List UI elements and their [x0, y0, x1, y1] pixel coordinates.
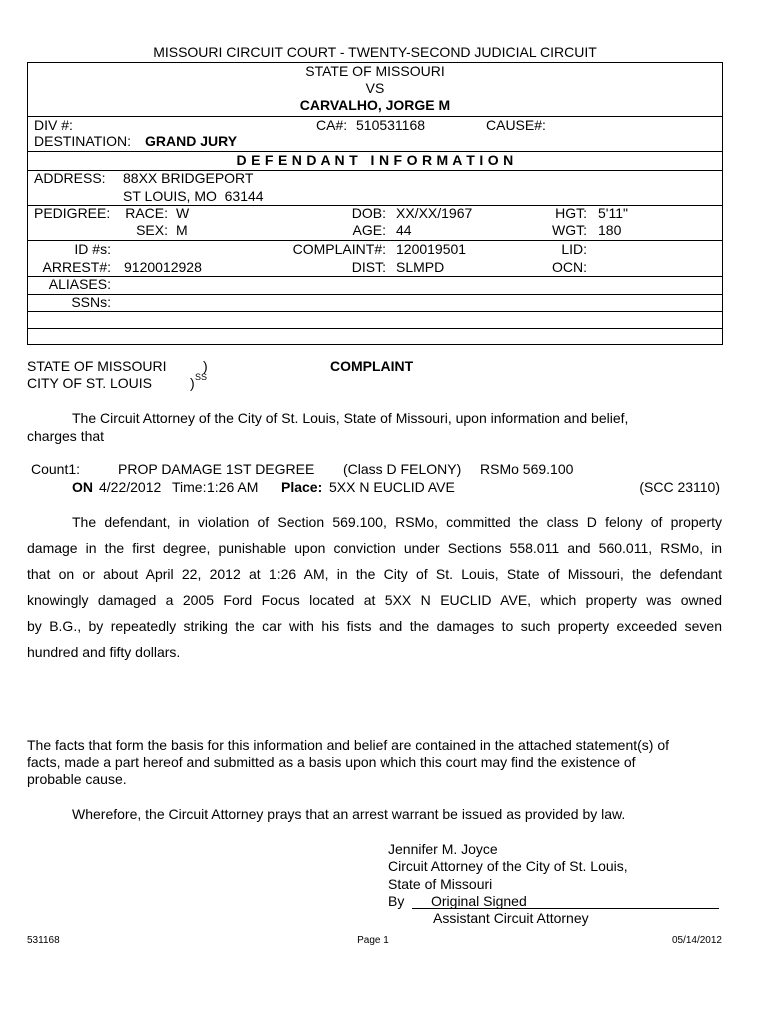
prayer-text: Wherefore, the Circuit Attorney prays that an arrest warrant be issued as provided by law.	[72, 806, 626, 822]
footer-page: Page 1	[357, 935, 389, 946]
wgt-value: 180	[598, 222, 622, 238]
dob-value: XX/XX/1967	[396, 205, 473, 221]
caption-vs: VS	[365, 80, 385, 96]
divider	[27, 294, 723, 295]
footer-doc-id: 531168	[27, 935, 60, 946]
caption-defendant: CARVALHO, JORGE M	[299, 97, 451, 113]
venue-ss: SS	[195, 372, 208, 382]
narrative-line: damage in the first degree, punishable upon conviction under Sections 558.011 and 560.011, RSMo, in	[27, 540, 722, 556]
age-value: 44	[396, 222, 412, 238]
dob-label: DOB:	[351, 205, 386, 221]
time-label: Time:	[172, 479, 207, 495]
signature-line	[412, 908, 719, 909]
by-label: By	[388, 893, 405, 909]
signature-text: Original Signed	[431, 893, 527, 909]
offense-date: 4/22/2012	[99, 479, 162, 495]
age-label: AGE:	[352, 222, 386, 238]
destination-label: DESTINATION:	[34, 133, 131, 149]
offense-place: 5XX N EUCLID AVE	[329, 479, 455, 495]
dist-value: SLMPD	[396, 259, 445, 275]
complaint-title: COMPLAINT	[330, 358, 414, 374]
count-statute: RSMo 569.100	[480, 461, 574, 477]
signer-title: Assistant Circuit Attorney	[433, 910, 589, 926]
place-label: Place:	[281, 479, 323, 495]
race-label: RACE:	[125, 205, 168, 221]
wgt-label: WGT:	[552, 222, 587, 238]
pedigree-label: PEDIGREE:	[34, 205, 111, 221]
complaint-number-label: COMPLAINT#:	[292, 241, 386, 257]
address-line1: 88XX BRIDGEPORT	[123, 170, 254, 186]
address-line2: ST LOUIS, MO 63144	[123, 188, 264, 204]
scc-code: (SCC 23110)	[639, 479, 720, 495]
arrest-value: 9120012928	[124, 259, 202, 275]
venue-state-paren: )	[203, 358, 208, 374]
address-label: ADDRESS:	[34, 170, 106, 186]
narrative-line: that on or about April 22, 2012 at 1:26 AM, in the City of St. Louis, State of Missouri, the defendant	[27, 566, 722, 582]
race-value: W	[176, 205, 190, 221]
cause-label: CAUSE#:	[486, 117, 546, 133]
destination-value: GRAND JURY	[145, 133, 238, 149]
offense-time: 1:26 AM	[207, 479, 259, 495]
hgt-label: HGT:	[555, 205, 587, 221]
signer-name: Jennifer M. Joyce	[388, 841, 498, 857]
lid-label: LID:	[561, 241, 587, 257]
arrest-label: ARREST#:	[42, 259, 111, 275]
narrative-line: knowingly damaged a 2005 Ford Focus located at 5XX N EUCLID AVE, which property was owned	[27, 592, 722, 608]
count-label: Count1:	[31, 461, 81, 477]
div-label: DIV #:	[34, 117, 73, 133]
sex-label: SEX:	[136, 222, 168, 238]
sex-value: M	[176, 222, 188, 238]
ocn-label: OCN:	[552, 259, 587, 275]
count-class: (Class D FELONY)	[343, 461, 462, 477]
divider	[27, 328, 723, 329]
narrative-line: by B.G., by repeatedly striking the car with his fists and the damages to such property exceeded seven	[27, 618, 722, 634]
id-label: ID #s:	[74, 241, 111, 257]
on-label: ON	[72, 479, 93, 495]
narrative-line: hundred and fifty dollars.	[27, 644, 181, 660]
facts-line: probable cause.	[27, 771, 127, 787]
footer-date: 05/14/2012	[671, 935, 722, 946]
court-header: MISSOURI CIRCUIT COURT - TWENTY-SECOND JUDICIAL CIRCUIT	[153, 44, 597, 60]
divider	[27, 276, 723, 277]
signer-office: Circuit Attorney of the City of St. Louis,	[388, 858, 628, 874]
count-offense: PROP DAMAGE 1ST DEGREE	[118, 461, 315, 477]
intro-line: charges that	[27, 428, 105, 444]
venue-state: STATE OF MISSOURI	[27, 358, 167, 374]
dist-label: DIST:	[351, 259, 386, 275]
venue-city: CITY OF ST. LOUIS	[27, 375, 152, 391]
divider	[27, 311, 723, 312]
ca-label: CA#:	[316, 117, 348, 133]
complaint-number-value: 120019501	[396, 241, 467, 257]
defendant-info-heading: D E F E N D A N T I N F O R M A T I O N	[236, 152, 514, 168]
caption-plaintiff: STATE OF MISSOURI	[305, 63, 445, 79]
facts-line: The facts that form the basis for this information and belief are contained in the attached statement(s) of	[27, 737, 670, 753]
aliases-label: ALIASES:	[48, 276, 111, 292]
hgt-value: 5'11"	[598, 205, 628, 221]
ca-value: 510531168	[356, 117, 426, 133]
signer-state: State of Missouri	[388, 876, 493, 892]
intro-line: The Circuit Attorney of the City of St. Louis, State of Missouri, upon information and belief,	[72, 410, 629, 426]
narrative-line: The defendant, in violation of Section 569.100, RSMo, committed the class D felony of property	[72, 514, 722, 530]
ssns-label: SSNs:	[71, 294, 111, 310]
venue-city-paren: )	[190, 375, 195, 391]
facts-line: facts, made a part hereof and submitted as a basis upon which this court may find the existence of	[27, 754, 636, 770]
